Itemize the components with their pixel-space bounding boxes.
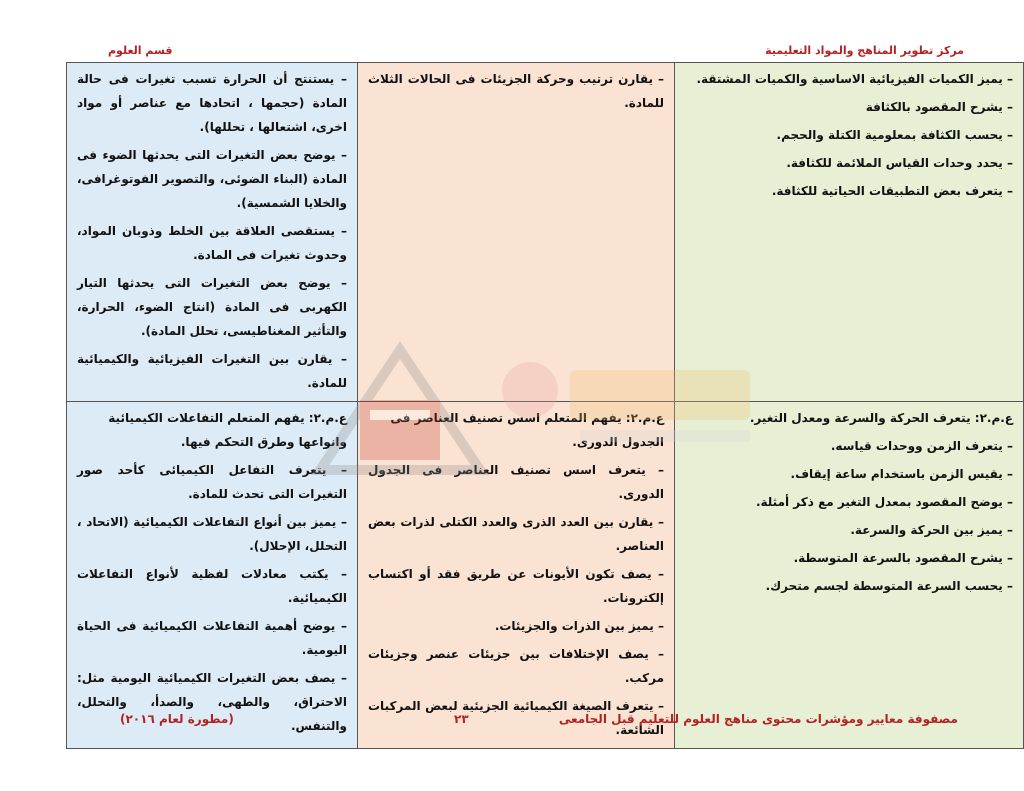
list-item: – يميز بين الذرات والجزيئات. bbox=[368, 614, 664, 638]
list-item: – يتعرف التفاعل الكيميائى كأحد صور التغيرات التى تحدث للمادة. bbox=[77, 458, 347, 506]
list-item: – يقارن ترتيب وحركة الجزيئات فى الحالات الثلاث للمادة. bbox=[368, 67, 664, 115]
header-center-name: مركز تطوير المناهج والمواد التعليمية bbox=[765, 44, 964, 57]
table-row bbox=[67, 402, 1024, 749]
list-item: – يقيس الزمن باستخدام ساعة إيقاف. bbox=[685, 462, 1013, 486]
cell-changes-row1 bbox=[67, 63, 358, 402]
cell-reactions-row2 bbox=[67, 402, 358, 749]
cell-physics-row1 bbox=[675, 63, 1024, 402]
list-item: – يوضح بعض التغيرات التى يحدثها الضوء فى المادة (البناء الضوئى، والتصوير الفوتوغرافى، والخلايا الشمسية). bbox=[77, 143, 347, 215]
list-item: – يستنتج أن الحرارة تسبب تغيرات فى حالة المادة (حجمها ، اتحادها مع عناصر أو مواد اخرى، اشتعالها ، تحللها). bbox=[77, 67, 347, 139]
list-item: – يصف بعض التغيرات الكيميائية اليومية مثل: الاحتراق، والطهى، والصدأ، والتحلل، والتنفس. bbox=[77, 666, 347, 738]
indicator-list bbox=[685, 67, 1013, 203]
cell-matter-row1 bbox=[358, 63, 675, 402]
list-item: – يحسب السرعة المتوسطة لجسم متحرك. bbox=[685, 574, 1013, 598]
list-item: – يوضح المقصود بمعدل التغير مع ذكر أمثلة. bbox=[685, 490, 1013, 514]
page-number: ٢٣ bbox=[454, 712, 469, 726]
list-item: – يصف الإختلافات بين جزيئات عنصر وجزيئات مركب. bbox=[368, 642, 664, 690]
list-item: – يوضح أهمية التفاعلات الكيميائية فى الحياة اليومية. bbox=[77, 614, 347, 662]
list-item: – يقارن بين العدد الذرى والعدد الكتلى لذرات بعض العناصر. bbox=[368, 510, 664, 558]
list-item: – يتعرف اسس تصنيف العناصر فى الجدول الدورى. bbox=[368, 458, 664, 506]
table-row bbox=[67, 63, 1024, 402]
indicator-list bbox=[77, 458, 347, 738]
footer-edition: (مطورة لعام ٢٠١٦) bbox=[120, 712, 234, 726]
standard-heading: ع.م.٢: يفهم المتعلم التفاعلات الكيميائية وانواعها وطرق التحكم فيها. bbox=[108, 411, 347, 449]
list-item: – يشرح المقصود بالسرعة المتوسطة. bbox=[685, 546, 1013, 570]
list-item: – يوضح بعض التغيرات التى يحدثها التيار الكهربى فى المادة (انتاج الضوء، الحرارة، والتأثير المغناطيسى، تحلل المادة). bbox=[77, 271, 347, 343]
list-item: – يستقصى العلاقة بين الخلط وذوبان المواد، وحدوث تغيرات فى المادة. bbox=[77, 219, 347, 267]
standard-heading: ع.م.٢: يتعرف الحركة والسرعة ومعدل التغير. bbox=[749, 411, 1013, 425]
list-item: – يحدد وحدات القياس الملائمة للكثافة. bbox=[685, 151, 1013, 175]
cell-periodic-row2 bbox=[358, 402, 675, 749]
list-item: – يشرح المقصود بالكثافة bbox=[685, 95, 1013, 119]
standards-table bbox=[66, 62, 1024, 749]
indicator-list bbox=[368, 67, 664, 115]
header-department: قسم العلوم bbox=[108, 44, 173, 57]
list-item: – يصف تكون الأيونات عن طريق فقد أو اكتساب إلكترونات. bbox=[368, 562, 664, 610]
list-item: – يتعرف الصيغة الكيميائية الجزيئية لبعض المركبات الشائعة. bbox=[368, 694, 664, 742]
list-item: – يميز الكميات الفيزيائية الاساسية والكميات المشتقة. bbox=[685, 67, 1013, 91]
list-item: – يميز بين الحركة والسرعة. bbox=[685, 518, 1013, 542]
list-item: – يميز بين أنواع التفاعلات الكيميائية (الاتحاد ، التحلل، الإحلال). bbox=[77, 510, 347, 558]
indicator-list bbox=[368, 458, 664, 742]
standard-heading: ع.م.٢: يفهم المتعلم اسس تصنيف العناصر فى الجدول الدورى. bbox=[390, 411, 664, 449]
list-item: – يتعرف بعض التطبيقات الحياتية للكثافة. bbox=[685, 179, 1013, 203]
list-item: – يكتب معادلات لفظية لأنواع التفاعلات الكيميائية. bbox=[77, 562, 347, 610]
footer-title: مصفوفة معايير ومؤشرات محتوى مناهج العلوم للتعليم قبل الجامعى bbox=[558, 712, 958, 726]
list-item: – يقارن بين التغيرات الفيزيائية والكيميائية للمادة. bbox=[77, 347, 347, 395]
indicator-list bbox=[685, 434, 1013, 598]
cell-motion-row2 bbox=[675, 402, 1024, 749]
list-item: – يتعرف الزمن ووحدات قياسه. bbox=[685, 434, 1013, 458]
indicator-list bbox=[77, 67, 347, 395]
list-item: – يحسب الكثافة بمعلومية الكتلة والحجم. bbox=[685, 123, 1013, 147]
